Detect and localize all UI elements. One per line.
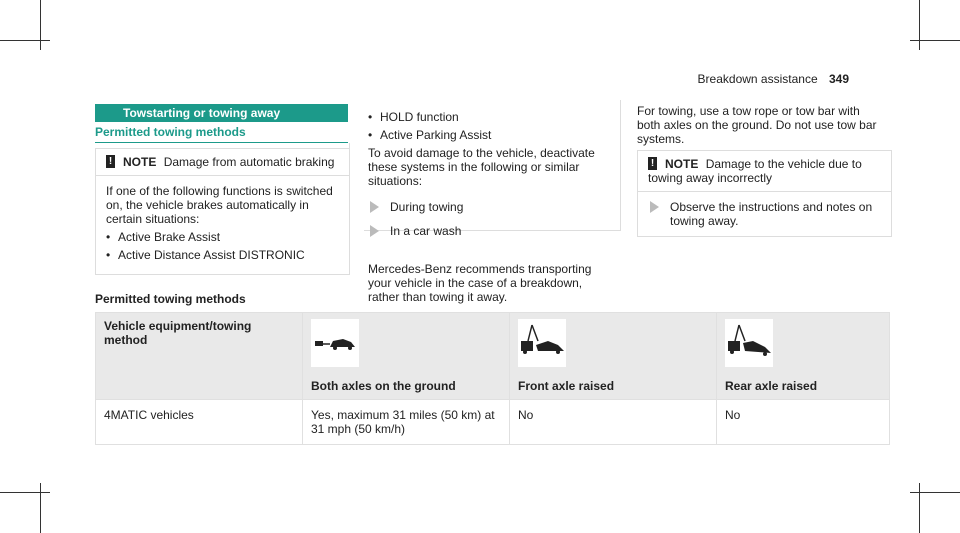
note-body <box>96 176 349 274</box>
note-label: NOTE <box>123 155 157 169</box>
list-item: • Active Parking Assist <box>368 128 608 142</box>
note-title-text: Damage to the vehicle due to towing away incorrectly <box>648 157 862 185</box>
step-item <box>368 224 608 238</box>
list-item: • Active Distance Assist DISTRONIC <box>106 248 341 262</box>
running-header <box>698 72 849 86</box>
section-title: Breakdown assistance <box>697 72 818 86</box>
step-item <box>368 200 608 214</box>
note-body <box>638 192 891 236</box>
table-row <box>96 400 890 445</box>
function-list <box>368 110 608 142</box>
step-item <box>648 200 883 228</box>
table-cell: 4MATIC vehicles <box>96 400 303 445</box>
note-title-text: Damage from automatic braking <box>163 155 335 169</box>
crop-mark <box>919 483 920 533</box>
crop-mark <box>919 0 920 50</box>
note-title <box>96 149 349 176</box>
note-box <box>637 150 892 237</box>
section-banner: Towstarting or towing away <box>95 104 348 122</box>
crop-mark <box>0 492 50 493</box>
middle-column <box>368 106 608 304</box>
table-cell: Yes, maximum 31 miles (50 km) at 31 mph (50 km/h) <box>303 400 510 445</box>
table-cell: No <box>510 400 717 445</box>
subheading: Permitted towing methods <box>95 125 348 143</box>
warning-icon: ! <box>106 155 115 168</box>
list-item: • HOLD function <box>368 110 608 124</box>
header-label: Vehicle equipment/towing method <box>104 319 252 347</box>
step-text: During towing <box>390 200 464 214</box>
note-box <box>95 148 350 275</box>
note-title <box>638 151 891 192</box>
towing-text: For towing, use a tow rope or tow bar with both axles on the ground. Do not use tow bar systems. <box>637 104 877 146</box>
recommendation-text: Mercedes-Benz recommends transporting your vehicle in the case of a breakdown, rather than towing it away. <box>368 262 592 304</box>
note-label: NOTE <box>665 157 699 171</box>
tow-truck-front-raised-icon <box>518 319 566 367</box>
header-cell <box>510 313 717 400</box>
header-cell <box>717 313 890 400</box>
note-body-text: If one of the following functions is switched on, the vehicle brakes automatically in certain situations: <box>106 184 333 226</box>
towing-methods-table <box>95 312 890 445</box>
instruction-text: To avoid damage to the vehicle, deactivate these systems in the following or similar situations: <box>368 146 595 188</box>
warning-icon: ! <box>648 157 657 170</box>
step-text: Observe the instructions and notes on towing away. <box>670 200 873 228</box>
crop-mark <box>910 492 960 493</box>
right-column <box>637 104 877 146</box>
table-header-row <box>96 313 890 400</box>
page-number: 349 <box>828 72 849 86</box>
header-label: Both axles on the ground <box>311 379 456 393</box>
crop-mark <box>910 40 960 41</box>
table-title: Permitted towing methods <box>95 292 246 306</box>
list-item: • Active Brake Assist <box>106 230 341 244</box>
step-text: In a car wash <box>390 224 462 238</box>
header-label: Front axle raised <box>518 379 615 393</box>
header-cell <box>96 313 303 400</box>
header-cell <box>303 313 510 400</box>
tow-truck-rear-raised-icon <box>725 319 773 367</box>
crop-mark <box>40 483 41 533</box>
arrow-icon <box>370 225 379 237</box>
crop-mark <box>0 40 50 41</box>
tow-rope-car-icon <box>311 319 359 367</box>
arrow-icon <box>370 201 379 213</box>
divider <box>349 143 350 259</box>
crop-mark <box>40 0 41 50</box>
arrow-icon <box>650 201 659 213</box>
note-list <box>106 230 341 262</box>
table-cell: No <box>717 400 890 445</box>
header-label: Rear axle raised <box>725 379 818 393</box>
